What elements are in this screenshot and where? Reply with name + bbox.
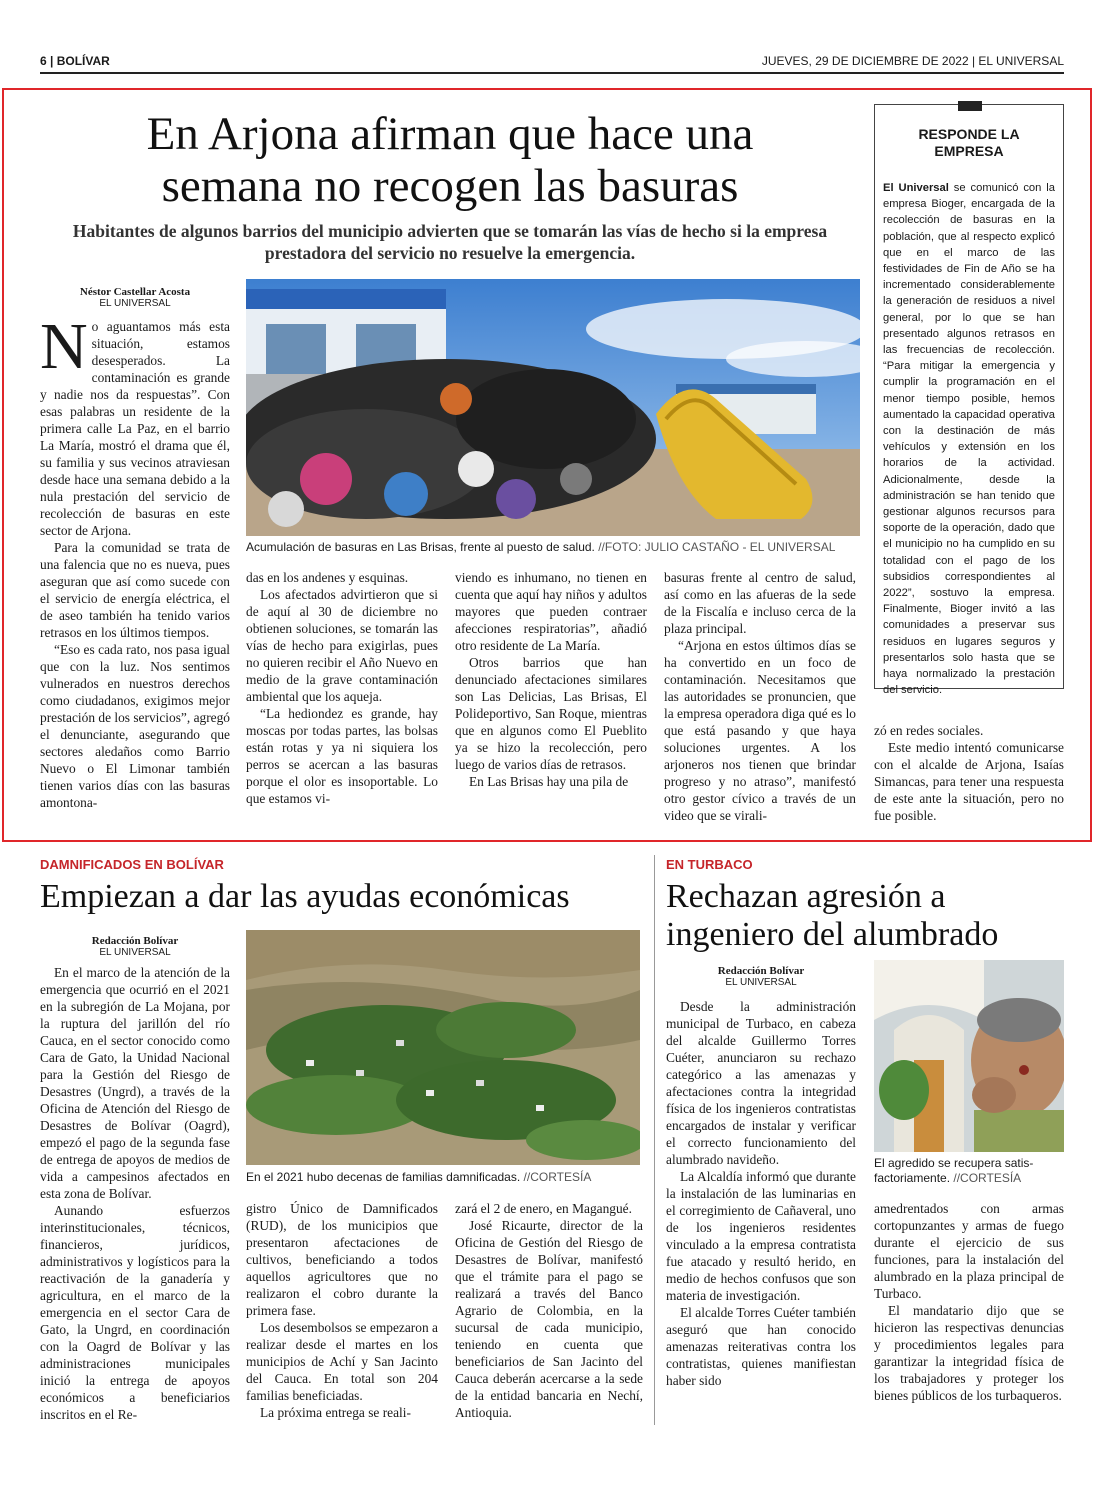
story2-byline xyxy=(40,936,230,958)
paragraph: zó en redes sociales. xyxy=(874,723,984,738)
story3-column-2 xyxy=(874,1200,1064,1430)
paragraph: La próxima entrega se reali- xyxy=(260,1405,411,1420)
caption-credit: //FOTO: JULIO CASTAÑO - EL UNIVERSAL xyxy=(598,540,836,554)
sidebar-text: se comunicó con la empresa Bioger, encargada de la recolección de basuras en la población, que al respecto explicó que en el marco de las festividades de Fin de Año se ha incrementado considerablemente la generación de residuos a nivel general, por lo que se han presentado algunos retrasos en las frecuencias de recolección. “Para mitigar la emergencia y cumplir la programación en el menor tiempo posible, hemos aumentado la capacidad operativa con la destinación de más vehículos y extensión en los horarios de la actividad. Adicionalmente, desde la administración se han tenido que gestionar algunos recursos para soporte de la operación, dado que el municipio no ha cumplido en su totalidad con el pago de los subsidios correspondientes al 2022”, sostuvo la empresa. Finalmente, Bioger invitó a las comunidades a preservar sus residuos en lugares seguros y presentarlos solo hasta que se haya normalizado la prestación del servicio. xyxy=(883,182,1055,697)
outlet: EL UNIVERSAL xyxy=(725,977,797,988)
flood-photo xyxy=(246,930,640,1165)
paragraph: Aunando esfuerzos interinstitucionales, técnicos, financieros, jurídicos, administrativos y logísticos para la reactivación de la ganadería y agricultura, en el marco de la emergencia en el sector Cara de Gato, la Ungrd, en coordinación con la Oagrd de Bolívar y las administraciones municipales inició la entrega de apoyos económicos a beneficiarios inscritos en el Re- xyxy=(40,1203,230,1422)
caption-text: En el 2021 hubo decenas de familias damnificadas. xyxy=(246,1170,521,1184)
story2-column-2 xyxy=(246,1200,438,1425)
main-byline xyxy=(40,287,230,309)
garbage-photo-illustration xyxy=(246,279,860,536)
sidebar-title-line-2: EMPRESA xyxy=(934,143,1004,159)
story2-kicker: DAMNIFICADOS EN BOLÍVAR xyxy=(40,857,224,872)
injured-man-photo xyxy=(874,960,1064,1152)
paragraph: El alcalde Torres Cuéter también aseguró que han conocido amenazas reiterativas contra los contratistas, quienes manifiestan haber sido xyxy=(666,1305,856,1388)
paragraph: Este medio intentó comunicarse con el alcalde de Arjona, Isaías Simancas, para tener una respuesta de este ante la situación, pero no fue posible. xyxy=(874,740,1064,823)
paragraph: zará el 2 de enero, en Magangué. xyxy=(455,1201,632,1216)
author: Redacción Bolívar xyxy=(91,935,179,947)
column-divider xyxy=(654,855,655,1425)
drop-cap: N xyxy=(40,310,88,383)
paragraph: das en los andenes y esquinas. xyxy=(246,570,409,585)
story3-kicker: EN TURBACO xyxy=(666,857,753,872)
paragraph: El mandatario dijo que se hicieron las respectivas denuncias y procedimientos legales para garantizar la integridad física de los trabajadores y proteger los bienes públicos de los turbaqueros. xyxy=(874,1303,1064,1403)
main-column-3 xyxy=(455,569,647,829)
headline-line-1: En Arjona afirman que hace una xyxy=(146,108,754,160)
paragraph: amedrentados con armas cortopunzantes y armas de fuego durante el ejercicio de sus funciones, para la instalación del alumbrado en la plaza principal de Turbaco. xyxy=(874,1201,1064,1301)
caption-text-line-2: factoriamente. xyxy=(874,1171,951,1185)
paragraph: “Eso es cada rato, nos pasa igual que con la luz. Nos sentimos vulnerados en nuestros derechos como ciudadanos, exigimos mejor prestación de los servicios”, agregó el denunciante, asegurando que sectores aledaños como Barrio Nuevo o El Limonar también tienen varios días con las basuras amontona- xyxy=(40,642,231,810)
main-headline xyxy=(40,108,860,212)
page-header xyxy=(40,52,1064,74)
paragraph: gistro Único de Damnificados (RUD), de los municipios que presentaron afectaciones de cultivos, beneficiando a todos aquellos agricultores que no realizaron el cobro durante la primera fase. xyxy=(246,1201,438,1318)
main-photo-caption xyxy=(246,540,860,555)
story3-headline-line-1: Rechazan agresión a xyxy=(666,878,946,915)
story2-column-1 xyxy=(40,964,230,1429)
paragraph: o aguantamos más esta situación, estamos desesperados. La contaminación es grande y nadie nos da respuestas”. Con esas palabras un residente de la primera calle La Paz, en el barrio La María, mostró el drama que él, su familia y sus vecinos atraviesan desde hace una semana debido a la nula prestación del servicio de recolección de basuras en este sector de Arjona. xyxy=(40,319,230,538)
sidebar-body xyxy=(883,180,1055,697)
story3-column-1 xyxy=(666,998,856,1428)
caption-credit: //CORTESÍA xyxy=(953,1171,1022,1185)
headline-line-2: semana no recogen las basuras xyxy=(161,160,739,212)
sidebar-tab xyxy=(958,101,982,111)
paragraph: La Alcaldía informó que durante la instalación de las luminarias en el corregimiento de Cañaveral, uno de los ingenieros residentes vinculado a la empresa contratista fue atacado y resultó herido, en medio de hechos confusos que son materia de investigación. xyxy=(666,1169,856,1303)
story2-column-3 xyxy=(455,1200,643,1425)
paragraph: Para la comunidad se trata de una falencia que no es nueva, pues aseguran que así como sucede con el servicio de energía eléctrica, el de aseo también ha tenido varios retrasos en los últimos tiempos. xyxy=(40,540,230,640)
story2-headline: Empiezan a dar las ayudas económicas xyxy=(40,878,570,915)
paragraph: “La hediondez es grande, hay moscas por todas partes, las bolsas están rotas y ya ni siquiera los perros se acercan a las basuras porque el olor es insoportable. Lo que estamos vi- xyxy=(246,706,438,806)
page-section: 6 | BOLÍVAR xyxy=(40,54,110,68)
story2-photo-caption xyxy=(246,1170,640,1185)
paragraph: basuras frente al centro de salud, así como en las afueras de la sede de la Fiscalía e incluso cerca de la plaza principal. xyxy=(664,570,856,636)
sidebar-title-line-1: RESPONDE LA xyxy=(918,126,1020,142)
story3-byline xyxy=(666,966,856,988)
main-column-5 xyxy=(874,722,1064,832)
injured-man-photo-illustration xyxy=(874,960,1064,1152)
paragraph: “Arjona en estos últimos días se ha convertido en un foco de contaminación. Necesitamos que las autoridades se pronuncien, que la empresa operadora diga qué es lo que está pasando y que haya soluciones urgentes. A los arjoneros nos tienen que brindar progreso y no atraso”, manifestó otro gestor cívico a través de un video que se virali- xyxy=(664,638,856,823)
caption-credit: //CORTESÍA xyxy=(523,1170,592,1184)
main-deck: Habitantes de algunos barrios del municipio advierten que se tomarán las vías de hecho si la empresa prestadora del servicio no resuelve la emergencia. xyxy=(72,221,828,263)
author: Néstor Castellar Acosta xyxy=(79,286,191,298)
paragraph: En Las Brisas hay una pila de xyxy=(469,774,629,789)
garbage-photo xyxy=(246,279,860,536)
page-date: JUEVES, 29 DE DICIEMBRE DE 2022 | EL UNIVERSAL xyxy=(761,54,1064,68)
story3-headline xyxy=(666,878,1066,954)
paragraph: Los afectados advirtieron que si de aquí al 30 de diciembre no obtienen soluciones, se tomarán las vías de hecho para exigirlas, pues no quieren recibir el Año Nuevo en medio de la grave contaminación ambiental que los aqueja. xyxy=(246,587,438,704)
paragraph: Desde la administración municipal de Turbaco, en cabeza del alcalde Guillermo Torres Cuéter, anunciaron su rechazo categórico a las amenazas y afectaciones contra la integridad física de los ingenieros contratistas encargados de instalar y verificar el correcto funcionamiento del alumbrado navideño. xyxy=(666,999,856,1167)
caption-text: Acumulación de basuras en Las Brisas, frente al puesto de salud. xyxy=(246,540,595,554)
story3-photo-caption xyxy=(874,1156,1064,1186)
paragraph: viendo es inhumano, no tienen en cuenta que aquí hay niños y adultos mayores que pueden contraer afecciones respiratorias”, añadió otro residente de La María. xyxy=(455,570,647,653)
paragraph: Los desembolsos se empezaron a realizar desde el martes en los municipios de Achí y San Jacinto del Cauca. En total son 204 familias beneficiadas. xyxy=(246,1320,438,1403)
paragraph: Otros barrios que han denunciado afectaciones similares son Las Delicias, Las Brisas, El Polideportivo, San Roque, mientras que en algunos como El Pueblito ya se hizo la recolección, pero luego de varios días de retrasos. xyxy=(455,655,647,772)
main-column-2 xyxy=(246,569,438,829)
paragraph: En el marco de la atención de la emergencia que ocurrió en el 2021 en la subregión de La Mojana, por la ruptura del jarillón del río Cauca, en el sector conocido como Cara de Gato, la Unidad Nacional para la Gestión del Riesgo de Desastres (Ungrd), a través de la Oficina de Atención del Riesgo de Desastres de Bolívar (Oagrd), empezó el pago de la segunda fase de entrega de apoyos de medios de vida a campesinos afectados en esta zona de Bolívar. xyxy=(40,965,230,1201)
paragraph: José Ricaurte, director de la Oficina de Gestión del Riesgo de Desastres de Bolívar, manifestó que el trámite para el pago se realizará a través del Banco Agrario de Colombia, en la sucursal de cada municipio, teniendo en cuenta que beneficiarios de San Jacinto del Cauca deberán acercarse a la sede de la entidad bancaria en Nechí, Antioquia. xyxy=(455,1218,643,1420)
sidebar-title xyxy=(884,126,1054,160)
story3-headline-line-2: ingeniero del alumbrado xyxy=(666,916,999,953)
outlet: EL UNIVERSAL xyxy=(99,947,171,958)
caption-text-line-1: El agredido se recupera satis- xyxy=(874,1156,1034,1170)
flood-photo-illustration xyxy=(246,930,640,1165)
outlet: EL UNIVERSAL xyxy=(99,298,171,309)
sidebar-lead: El Universal xyxy=(883,182,949,194)
author: Redacción Bolívar xyxy=(717,965,805,977)
main-column-4 xyxy=(664,569,856,829)
main-column-1 xyxy=(40,310,231,828)
